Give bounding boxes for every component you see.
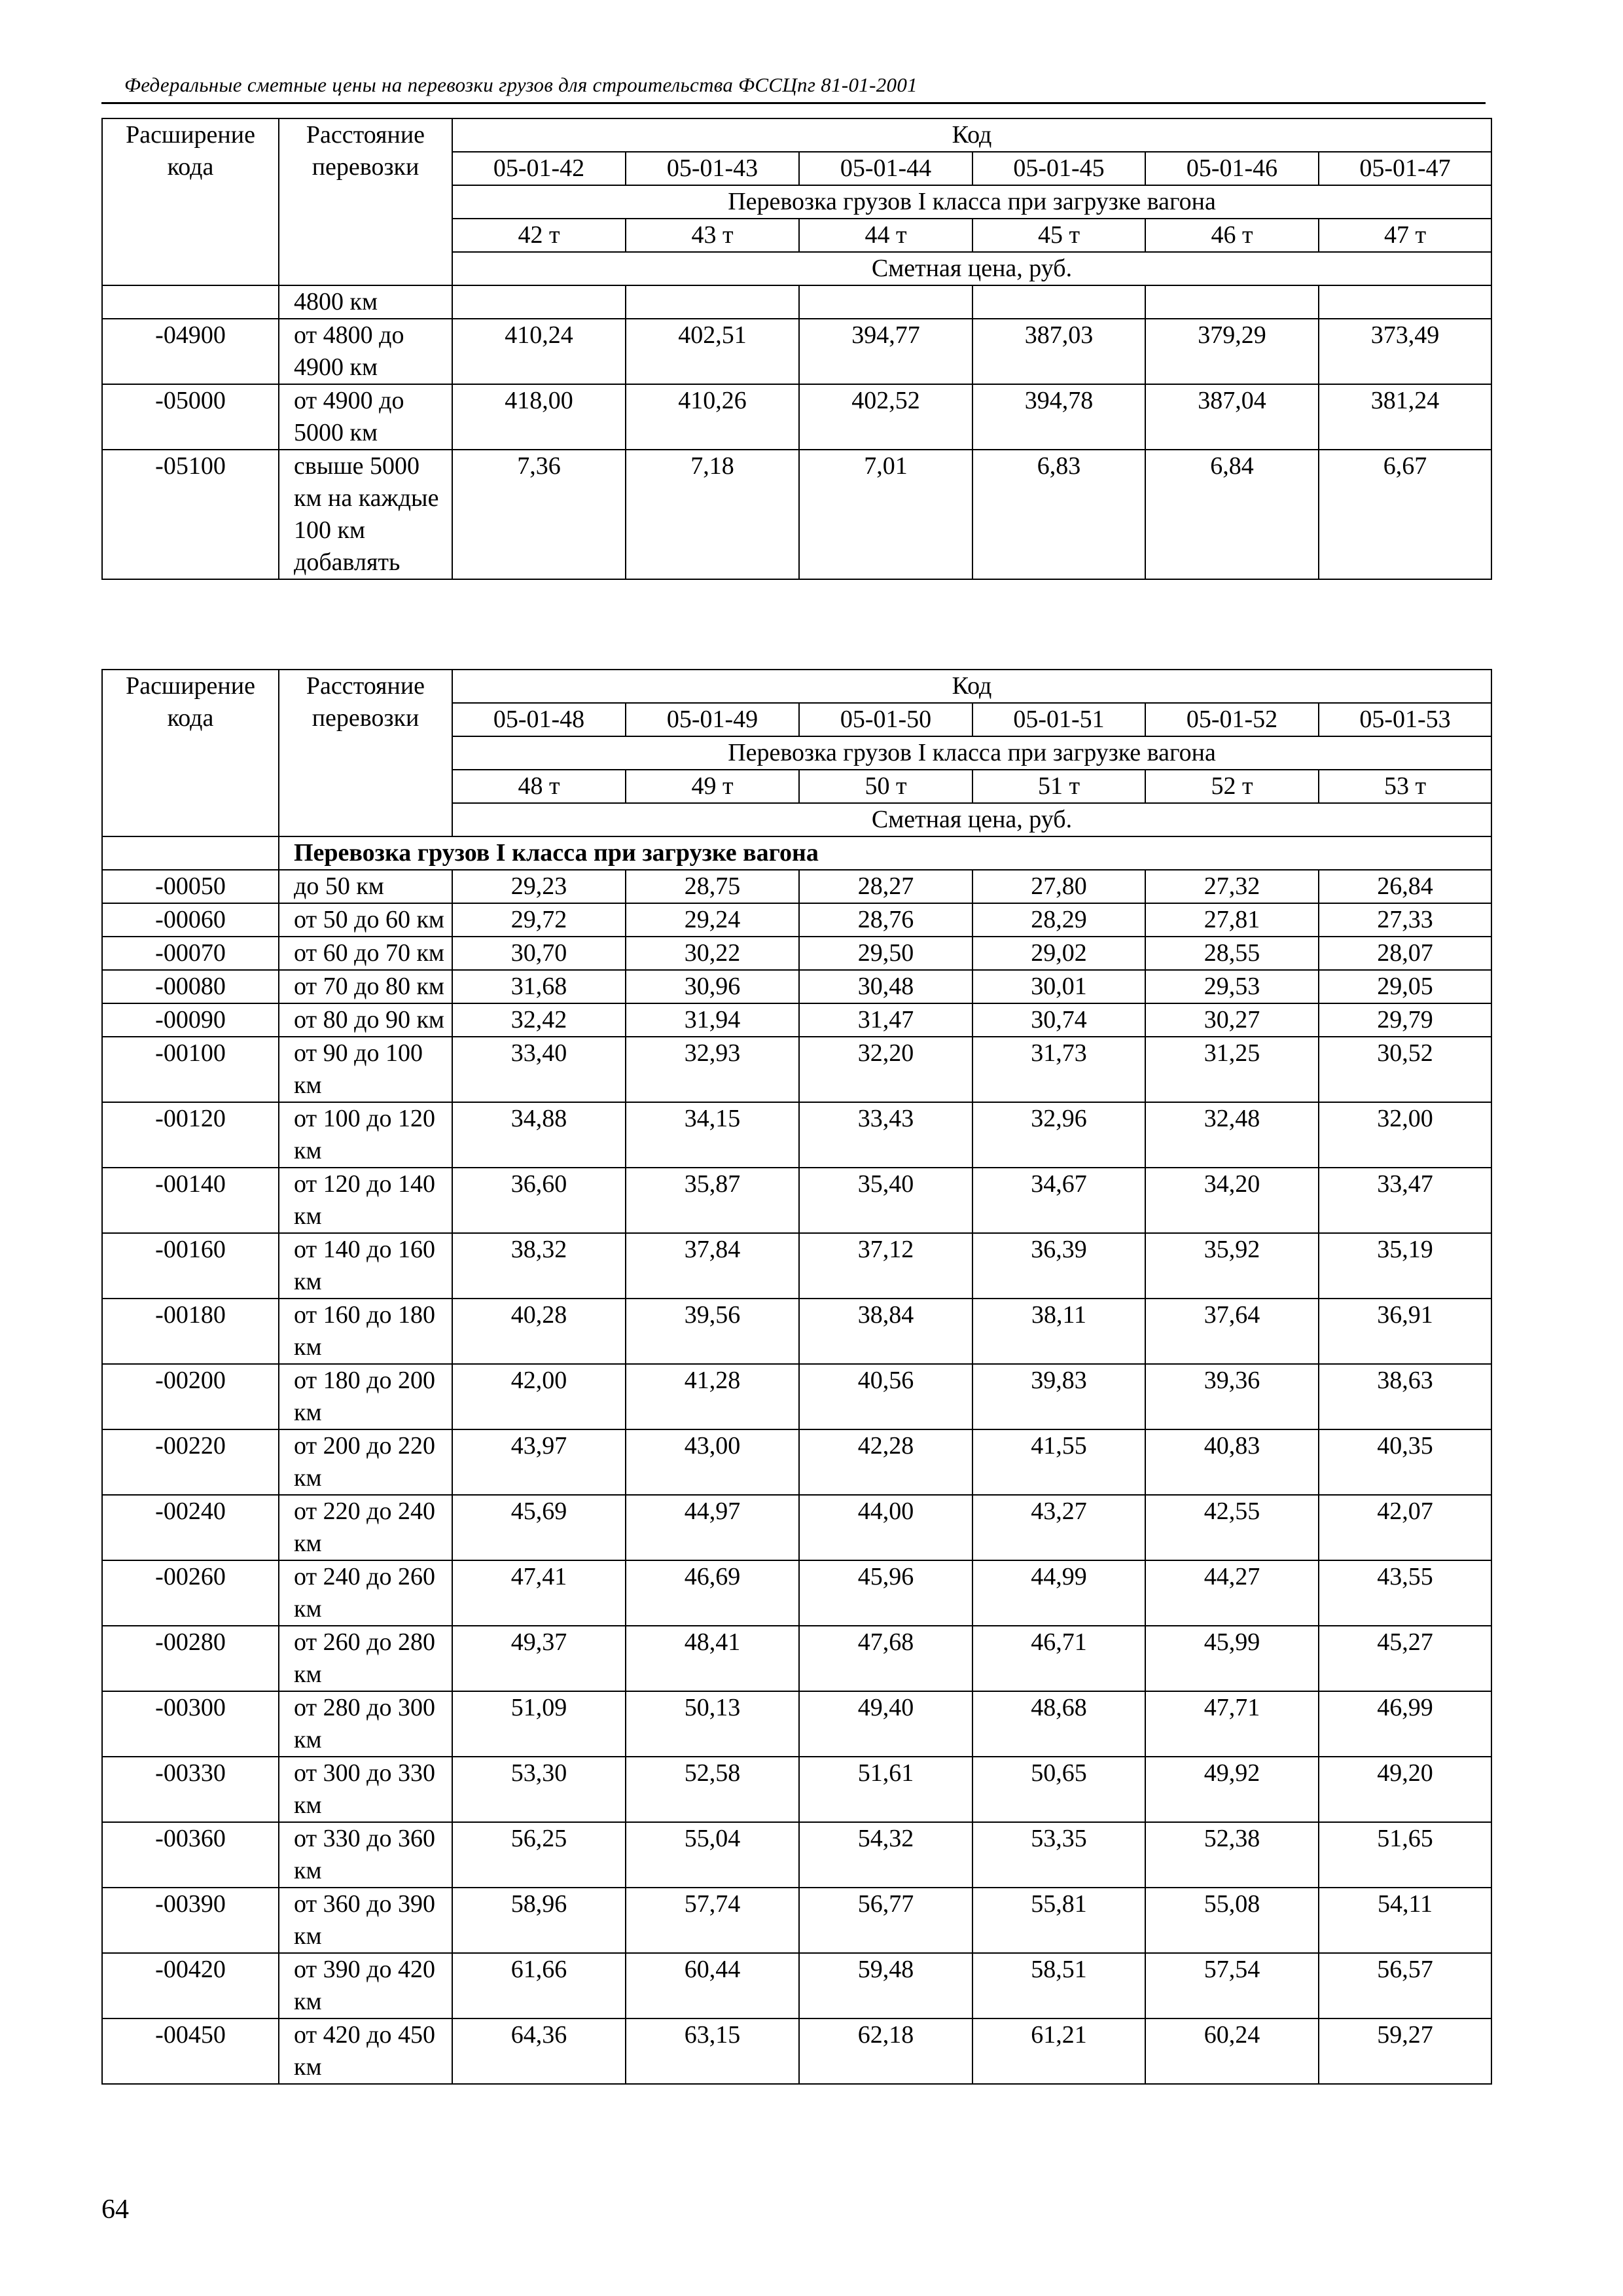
price-cell: 31,68 bbox=[452, 970, 626, 1003]
load-cell: 45 т bbox=[972, 219, 1145, 252]
price-cell: 402,51 bbox=[626, 319, 799, 384]
header-distance: Расстояние перевозки bbox=[279, 670, 452, 836]
price-cell: 40,56 bbox=[799, 1364, 972, 1429]
extension-code-cell: -00060 bbox=[102, 903, 279, 937]
price-cell: 60,44 bbox=[626, 1953, 799, 2018]
code-cell: 05-01-50 bbox=[799, 703, 972, 736]
table-row bbox=[102, 1691, 1491, 1757]
distance-cell: от 330 до 360 км bbox=[279, 1822, 452, 1888]
price-cell: 418,00 bbox=[452, 384, 626, 450]
distance-cell: до 50 км bbox=[279, 870, 452, 903]
price-cell: 28,29 bbox=[972, 903, 1145, 937]
price-cell: 29,24 bbox=[626, 903, 799, 937]
price-cell: 37,84 bbox=[626, 1233, 799, 1299]
price-cell: 61,66 bbox=[452, 1953, 626, 2018]
price-cell: 37,12 bbox=[799, 1233, 972, 1299]
price-cell: 33,43 bbox=[799, 1102, 972, 1168]
price-cell: 59,48 bbox=[799, 1953, 972, 2018]
header-price-title: Сметная цена, руб. bbox=[452, 252, 1491, 285]
code-cell: 05-01-42 bbox=[452, 152, 626, 185]
price-cell: 30,70 bbox=[452, 937, 626, 970]
distance-cell: от 240 до 260 км bbox=[279, 1560, 452, 1626]
table-row bbox=[102, 1429, 1491, 1495]
extension-code-cell: -00220 bbox=[102, 1429, 279, 1495]
price-cell: 40,83 bbox=[1145, 1429, 1319, 1495]
price-cell: 45,96 bbox=[799, 1560, 972, 1626]
price-cell: 31,25 bbox=[1145, 1037, 1319, 1102]
price-cell: 30,48 bbox=[799, 970, 972, 1003]
price-cell: 33,40 bbox=[452, 1037, 626, 1102]
header-class-title: Перевозка грузов I класса при загрузке вагона bbox=[452, 736, 1491, 770]
price-cell: 41,55 bbox=[972, 1429, 1145, 1495]
price-cell: 28,07 bbox=[1319, 937, 1491, 970]
price-cell: 61,21 bbox=[972, 2018, 1145, 2084]
load-cell: 44 т bbox=[799, 219, 972, 252]
distance-cell: от 300 до 330 км bbox=[279, 1757, 452, 1822]
price-cell: 32,42 bbox=[452, 1003, 626, 1037]
price-cell: 28,76 bbox=[799, 903, 972, 937]
price-cell: 53,30 bbox=[452, 1757, 626, 1822]
header-rule bbox=[101, 102, 1486, 104]
empty-cell bbox=[799, 285, 972, 319]
price-cell: 394,78 bbox=[972, 384, 1145, 450]
load-cell: 53 т bbox=[1319, 770, 1491, 803]
price-cell: 31,47 bbox=[799, 1003, 972, 1037]
price-cell: 55,04 bbox=[626, 1822, 799, 1888]
distance-cell: от 220 до 240 км bbox=[279, 1495, 452, 1560]
price-cell: 48,68 bbox=[972, 1691, 1145, 1757]
price-cell: 43,27 bbox=[972, 1495, 1145, 1560]
extension-code-cell: -00160 bbox=[102, 1233, 279, 1299]
price-cell: 30,96 bbox=[626, 970, 799, 1003]
distance-cell: от 4900 до 5000 км bbox=[279, 384, 452, 450]
distance-cell: свыше 5000 км на каждые 100 км добавлять bbox=[279, 450, 452, 579]
page-number: 64 bbox=[101, 2195, 129, 2225]
price-cell: 33,47 bbox=[1319, 1168, 1491, 1233]
price-cell: 29,50 bbox=[799, 937, 972, 970]
load-cell: 48 т bbox=[452, 770, 626, 803]
price-cell: 43,97 bbox=[452, 1429, 626, 1495]
price-cell: 7,18 bbox=[626, 450, 799, 579]
table-row bbox=[102, 1560, 1491, 1626]
price-cell: 50,65 bbox=[972, 1757, 1145, 1822]
distance-cell: от 140 до 160 км bbox=[279, 1233, 452, 1299]
table-row bbox=[102, 1233, 1491, 1299]
empty-cell bbox=[626, 285, 799, 319]
extension-code-cell: -00180 bbox=[102, 1299, 279, 1364]
price-cell: 46,71 bbox=[972, 1626, 1145, 1691]
table-row bbox=[102, 1757, 1491, 1822]
table-row bbox=[102, 1102, 1491, 1168]
price-cell: 42,07 bbox=[1319, 1495, 1491, 1560]
header-extension: Расширение кода bbox=[102, 670, 279, 836]
price-cell: 41,28 bbox=[626, 1364, 799, 1429]
price-cell: 45,27 bbox=[1319, 1626, 1491, 1691]
price-cell: 29,79 bbox=[1319, 1003, 1491, 1037]
table-row bbox=[102, 384, 1491, 450]
price-cell: 36,39 bbox=[972, 1233, 1145, 1299]
code-cell: 05-01-53 bbox=[1319, 703, 1491, 736]
price-cell: 51,61 bbox=[799, 1757, 972, 1822]
distance-cell: от 260 до 280 км bbox=[279, 1626, 452, 1691]
table-row bbox=[102, 1495, 1491, 1560]
distance-cell: от 200 до 220 км bbox=[279, 1429, 452, 1495]
price-cell: 34,20 bbox=[1145, 1168, 1319, 1233]
price-cell: 55,81 bbox=[972, 1888, 1145, 1953]
extension-code-cell: -00050 bbox=[102, 870, 279, 903]
price-cell: 48,41 bbox=[626, 1626, 799, 1691]
price-cell: 58,96 bbox=[452, 1888, 626, 1953]
extension-code-cell: -04900 bbox=[102, 319, 279, 384]
price-cell: 62,18 bbox=[799, 2018, 972, 2084]
price-cell: 59,27 bbox=[1319, 2018, 1491, 2084]
load-cell: 50 т bbox=[799, 770, 972, 803]
extension-code-cell: -00360 bbox=[102, 1822, 279, 1888]
price-cell: 40,28 bbox=[452, 1299, 626, 1364]
empty-cell bbox=[972, 285, 1145, 319]
extension-code-cell: -05000 bbox=[102, 384, 279, 450]
distance-cell: от 60 до 70 км bbox=[279, 937, 452, 970]
table-row bbox=[102, 970, 1491, 1003]
price-cell: 35,92 bbox=[1145, 1233, 1319, 1299]
price-cell: 43,55 bbox=[1319, 1560, 1491, 1626]
price-cell: 47,41 bbox=[452, 1560, 626, 1626]
table-row bbox=[102, 903, 1491, 937]
distance-cell: от 360 до 390 км bbox=[279, 1888, 452, 1953]
price-cell: 45,99 bbox=[1145, 1626, 1319, 1691]
price-cell: 44,00 bbox=[799, 1495, 972, 1560]
price-cell: 47,68 bbox=[799, 1626, 972, 1691]
extension-code-cell: -00280 bbox=[102, 1626, 279, 1691]
price-cell: 29,02 bbox=[972, 937, 1145, 970]
code-cell: 05-01-51 bbox=[972, 703, 1145, 736]
table-row bbox=[102, 1037, 1491, 1102]
price-cell: 30,74 bbox=[972, 1003, 1145, 1037]
extension-code-cell: -00100 bbox=[102, 1037, 279, 1102]
table-row bbox=[102, 870, 1491, 903]
load-cell: 49 т bbox=[626, 770, 799, 803]
distance-cell: от 100 до 120 км bbox=[279, 1102, 452, 1168]
price-cell: 32,20 bbox=[799, 1037, 972, 1102]
price-cell: 29,23 bbox=[452, 870, 626, 903]
extension-code-cell: -00120 bbox=[102, 1102, 279, 1168]
price-cell: 54,32 bbox=[799, 1822, 972, 1888]
price-cell: 39,83 bbox=[972, 1364, 1145, 1429]
price-cell: 60,24 bbox=[1145, 2018, 1319, 2084]
extension-code-cell: -00450 bbox=[102, 2018, 279, 2084]
price-cell: 40,35 bbox=[1319, 1429, 1491, 1495]
price-cell: 51,65 bbox=[1319, 1822, 1491, 1888]
price-cell: 30,01 bbox=[972, 970, 1145, 1003]
price-cell: 57,54 bbox=[1145, 1953, 1319, 2018]
continuation-row bbox=[102, 285, 1491, 319]
extension-code-cell: -00300 bbox=[102, 1691, 279, 1757]
price-cell: 27,80 bbox=[972, 870, 1145, 903]
price-cell: 43,00 bbox=[626, 1429, 799, 1495]
code-cell: 05-01-49 bbox=[626, 703, 799, 736]
price-cell: 32,93 bbox=[626, 1037, 799, 1102]
price-cell: 52,38 bbox=[1145, 1822, 1319, 1888]
price-cell: 402,52 bbox=[799, 384, 972, 450]
extension-code-cell: -00330 bbox=[102, 1757, 279, 1822]
price-cell: 379,29 bbox=[1145, 319, 1319, 384]
price-cell: 42,00 bbox=[452, 1364, 626, 1429]
distance-cell: от 390 до 420 км bbox=[279, 1953, 452, 2018]
table-row bbox=[102, 2018, 1491, 2084]
distance-cell: от 420 до 450 км bbox=[279, 2018, 452, 2084]
load-cell: 52 т bbox=[1145, 770, 1319, 803]
table-row bbox=[102, 1953, 1491, 2018]
price-table-2 bbox=[101, 669, 1492, 2085]
price-cell: 7,36 bbox=[452, 450, 626, 579]
extension-code-cell: -00090 bbox=[102, 1003, 279, 1037]
price-cell: 28,75 bbox=[626, 870, 799, 903]
load-cell: 42 т bbox=[452, 219, 626, 252]
price-cell: 44,97 bbox=[626, 1495, 799, 1560]
price-cell: 381,24 bbox=[1319, 384, 1491, 450]
price-cell: 29,53 bbox=[1145, 970, 1319, 1003]
code-cell: 05-01-45 bbox=[972, 152, 1145, 185]
price-cell: 56,57 bbox=[1319, 1953, 1491, 2018]
distance-cell: от 50 до 60 км bbox=[279, 903, 452, 937]
header-code-title: Код bbox=[452, 670, 1491, 703]
price-cell: 42,28 bbox=[799, 1429, 972, 1495]
extension-code-cell: -00390 bbox=[102, 1888, 279, 1953]
price-cell: 49,37 bbox=[452, 1626, 626, 1691]
table-row bbox=[102, 1003, 1491, 1037]
price-cell: 28,55 bbox=[1145, 937, 1319, 970]
code-cell: 05-01-43 bbox=[626, 152, 799, 185]
code-cell: 05-01-48 bbox=[452, 703, 626, 736]
table-row bbox=[102, 319, 1491, 384]
price-cell: 38,11 bbox=[972, 1299, 1145, 1364]
price-cell: 39,56 bbox=[626, 1299, 799, 1364]
distance-cell: от 4800 до 4900 км bbox=[279, 319, 452, 384]
distance-cell: 4800 км bbox=[279, 285, 452, 319]
price-cell: 55,08 bbox=[1145, 1888, 1319, 1953]
price-cell: 27,32 bbox=[1145, 870, 1319, 903]
price-cell: 49,20 bbox=[1319, 1757, 1491, 1822]
price-cell: 38,84 bbox=[799, 1299, 972, 1364]
section-title: Перевозка грузов I класса при загрузке вагона bbox=[279, 836, 1491, 870]
load-cell: 51 т bbox=[972, 770, 1145, 803]
price-cell: 410,24 bbox=[452, 319, 626, 384]
section-row bbox=[102, 836, 1491, 870]
price-cell: 394,77 bbox=[799, 319, 972, 384]
price-cell: 63,15 bbox=[626, 2018, 799, 2084]
price-cell: 44,27 bbox=[1145, 1560, 1319, 1626]
price-cell: 50,13 bbox=[626, 1691, 799, 1757]
price-cell: 36,60 bbox=[452, 1168, 626, 1233]
price-cell: 387,04 bbox=[1145, 384, 1319, 450]
price-cell: 6,67 bbox=[1319, 450, 1491, 579]
empty-cell bbox=[452, 285, 626, 319]
table-row bbox=[102, 1168, 1491, 1233]
price-cell: 32,96 bbox=[972, 1102, 1145, 1168]
price-cell: 34,15 bbox=[626, 1102, 799, 1168]
table-row bbox=[102, 1299, 1491, 1364]
table-row bbox=[102, 937, 1491, 970]
code-cell: 05-01-44 bbox=[799, 152, 972, 185]
price-cell: 29,05 bbox=[1319, 970, 1491, 1003]
extension-code-cell: -00080 bbox=[102, 970, 279, 1003]
extension-code-cell: -00260 bbox=[102, 1560, 279, 1626]
price-cell: 49,92 bbox=[1145, 1757, 1319, 1822]
price-cell: 34,88 bbox=[452, 1102, 626, 1168]
price-cell: 51,09 bbox=[452, 1691, 626, 1757]
empty-cell bbox=[102, 285, 279, 319]
code-cell: 05-01-52 bbox=[1145, 703, 1319, 736]
empty-cell bbox=[1145, 285, 1319, 319]
price-cell: 42,55 bbox=[1145, 1495, 1319, 1560]
table-row bbox=[102, 1364, 1491, 1429]
price-cell: 57,74 bbox=[626, 1888, 799, 1953]
code-cell: 05-01-47 bbox=[1319, 152, 1491, 185]
header-price-title: Сметная цена, руб. bbox=[452, 803, 1491, 836]
price-cell: 35,19 bbox=[1319, 1233, 1491, 1299]
price-cell: 45,69 bbox=[452, 1495, 626, 1560]
price-cell: 28,27 bbox=[799, 870, 972, 903]
price-cell: 35,40 bbox=[799, 1168, 972, 1233]
extension-code-cell: -00240 bbox=[102, 1495, 279, 1560]
distance-cell: от 90 до 100 км bbox=[279, 1037, 452, 1102]
price-cell: 38,32 bbox=[452, 1233, 626, 1299]
running-header: Федеральные сметные цены на перевозки грузов для строительства ФССЦпг 81-01-2001 bbox=[124, 73, 918, 96]
distance-cell: от 280 до 300 км bbox=[279, 1691, 452, 1757]
extension-code-cell: -05100 bbox=[102, 450, 279, 579]
price-cell: 58,51 bbox=[972, 1953, 1145, 2018]
empty-cell bbox=[102, 836, 279, 870]
price-cell: 47,71 bbox=[1145, 1691, 1319, 1757]
extension-code-cell: -00200 bbox=[102, 1364, 279, 1429]
price-cell: 38,63 bbox=[1319, 1364, 1491, 1429]
price-cell: 35,87 bbox=[626, 1168, 799, 1233]
table-row bbox=[102, 1626, 1491, 1691]
load-cell: 47 т bbox=[1319, 219, 1491, 252]
price-cell: 44,99 bbox=[972, 1560, 1145, 1626]
price-cell: 373,49 bbox=[1319, 319, 1491, 384]
load-cell: 43 т bbox=[626, 219, 799, 252]
price-cell: 31,73 bbox=[972, 1037, 1145, 1102]
extension-code-cell: -00140 bbox=[102, 1168, 279, 1233]
header-extension: Расширение кода bbox=[102, 118, 279, 285]
price-cell: 56,25 bbox=[452, 1822, 626, 1888]
price-cell: 27,33 bbox=[1319, 903, 1491, 937]
price-cell: 32,48 bbox=[1145, 1102, 1319, 1168]
price-cell: 32,00 bbox=[1319, 1102, 1491, 1168]
header-distance: Расстояние перевозки bbox=[279, 118, 452, 285]
price-cell: 49,40 bbox=[799, 1691, 972, 1757]
distance-cell: от 70 до 80 км bbox=[279, 970, 452, 1003]
price-cell: 410,26 bbox=[626, 384, 799, 450]
code-cell: 05-01-46 bbox=[1145, 152, 1319, 185]
price-cell: 46,69 bbox=[626, 1560, 799, 1626]
price-cell: 6,83 bbox=[972, 450, 1145, 579]
price-cell: 52,58 bbox=[626, 1757, 799, 1822]
price-cell: 39,36 bbox=[1145, 1364, 1319, 1429]
price-cell: 30,22 bbox=[626, 937, 799, 970]
distance-cell: от 120 до 140 км bbox=[279, 1168, 452, 1233]
header-code-title: Код bbox=[452, 118, 1491, 152]
price-cell: 6,84 bbox=[1145, 450, 1319, 579]
load-cell: 46 т bbox=[1145, 219, 1319, 252]
price-cell: 54,11 bbox=[1319, 1888, 1491, 1953]
price-cell: 27,81 bbox=[1145, 903, 1319, 937]
table-row bbox=[102, 450, 1491, 579]
price-cell: 7,01 bbox=[799, 450, 972, 579]
distance-cell: от 180 до 200 км bbox=[279, 1364, 452, 1429]
distance-cell: от 80 до 90 км bbox=[279, 1003, 452, 1037]
price-cell: 36,91 bbox=[1319, 1299, 1491, 1364]
price-cell: 26,84 bbox=[1319, 870, 1491, 903]
extension-code-cell: -00070 bbox=[102, 937, 279, 970]
price-cell: 31,94 bbox=[626, 1003, 799, 1037]
price-cell: 30,52 bbox=[1319, 1037, 1491, 1102]
price-table-1 bbox=[101, 118, 1492, 580]
empty-cell bbox=[1319, 285, 1491, 319]
price-cell: 387,03 bbox=[972, 319, 1145, 384]
price-cell: 56,77 bbox=[799, 1888, 972, 1953]
table-row bbox=[102, 1888, 1491, 1953]
price-cell: 29,72 bbox=[452, 903, 626, 937]
price-cell: 30,27 bbox=[1145, 1003, 1319, 1037]
header-class-title: Перевозка грузов I класса при загрузке вагона bbox=[452, 185, 1491, 219]
extension-code-cell: -00420 bbox=[102, 1953, 279, 2018]
price-cell: 64,36 bbox=[452, 2018, 626, 2084]
price-cell: 34,67 bbox=[972, 1168, 1145, 1233]
price-cell: 37,64 bbox=[1145, 1299, 1319, 1364]
price-cell: 53,35 bbox=[972, 1822, 1145, 1888]
price-cell: 46,99 bbox=[1319, 1691, 1491, 1757]
distance-cell: от 160 до 180 км bbox=[279, 1299, 452, 1364]
table-row bbox=[102, 1822, 1491, 1888]
